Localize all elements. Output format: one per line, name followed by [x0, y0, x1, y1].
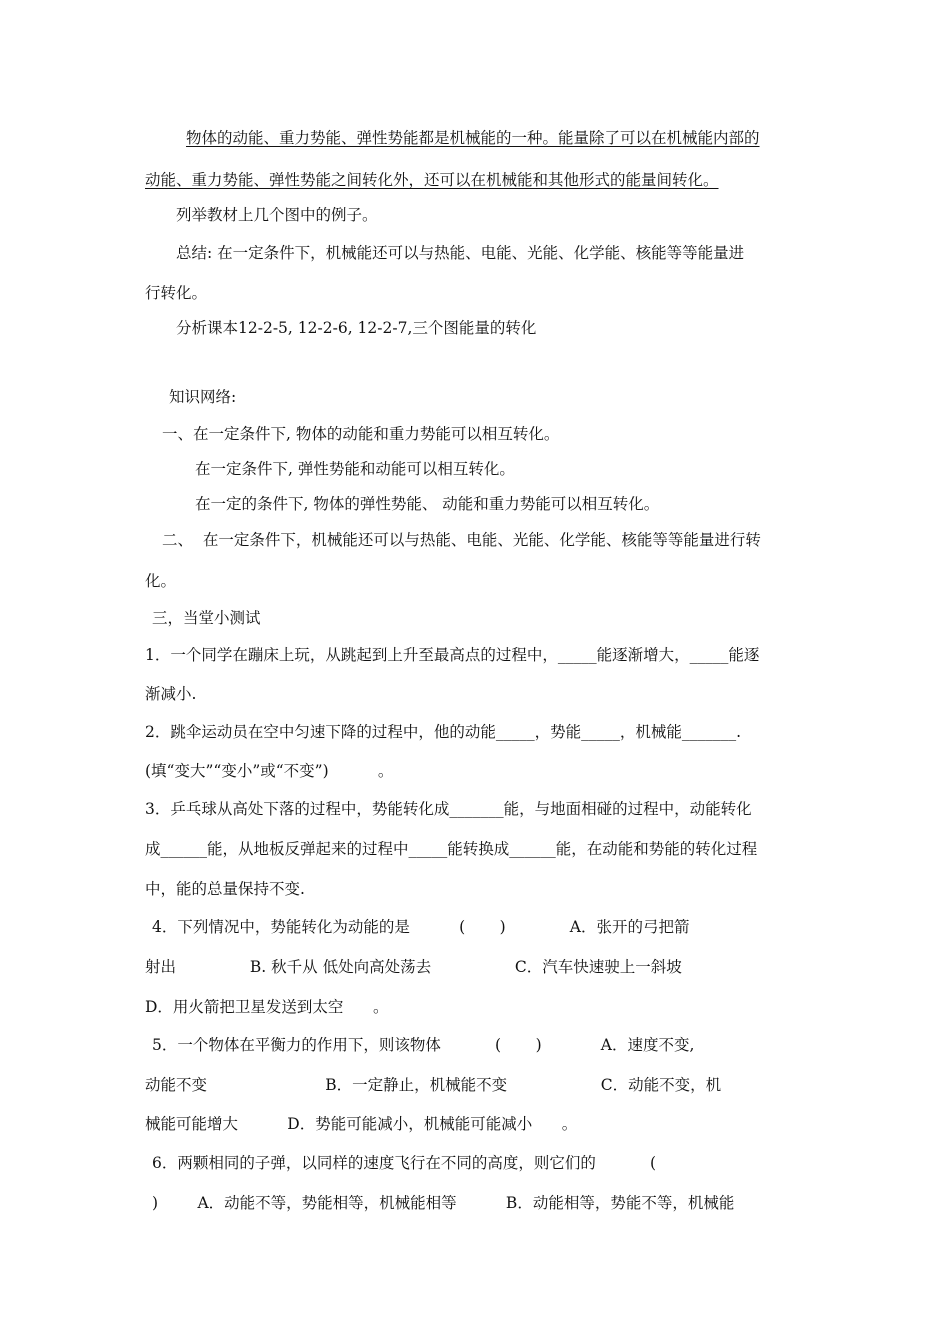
question-4-line-2: 射出 B. 秋千从 低处向高处荡去 C．汽车快速驶上一斜坡 — [145, 958, 682, 976]
question-1-line-2: 渐减小. — [145, 685, 197, 703]
summary-line-1: 总结: 在一定条件下，机械能还可以与热能、电能、光能、化学能、核能等等能量进 — [176, 244, 745, 262]
paragraph-underlined-line-1: 物体的动能、重力势能、弹性势能都是机械能的一种。能量除了可以在机械能内部的 — [186, 129, 760, 147]
network-item-1b: 在一定条件下, 弹性势能和动能可以相互转化。 — [195, 460, 515, 478]
network-item-1c: 在一定的条件下, 物体的弹性势能、 动能和重力势能可以相互转化。 — [195, 495, 660, 513]
example-instruction: 列举教材上几个图中的例子。 — [176, 206, 378, 224]
question-4-line-1: 4．下列情况中，势能转化为动能的是 ( ) A．张开的弓把箭 — [152, 918, 690, 936]
question-5-line-3: 械能可能增大 D．势能可能减小，机械能可能减小 。 — [145, 1115, 578, 1133]
question-3-line-3: 中，能的总量保持不变. — [145, 880, 305, 898]
knowledge-network-heading: 知识网络: — [169, 388, 237, 406]
question-2-line-1: 2．跳伞运动员在空中匀速下降的过程中，他的动能_____，势能_____，机械能_______. — [145, 723, 742, 741]
analysis-line: 分析课本12-2-5, 12-2-6, 12-2-7,三个图能量的转化 — [176, 319, 537, 337]
network-item-1: 一、在一定条件下, 物体的动能和重力势能可以相互转化。 — [162, 425, 560, 443]
summary-line-2: 行转化。 — [145, 284, 208, 302]
question-4-line-3: D．用火箭把卫星发送到太空 。 — [145, 998, 389, 1016]
quiz-heading: 三，当堂小测试 — [152, 609, 261, 627]
question-1-line-1: 1．一个同学在蹦床上玩，从跳起到上升至最高点的过程中，_____能逐渐增大，_____能逐 — [145, 646, 760, 664]
question-3-line-1: 3．乒乓球从高处下落的过程中，势能转化成_______能，与地面相碰的过程中，动能转化 — [145, 800, 752, 818]
network-item-2-line-2: 化。 — [145, 572, 177, 590]
question-5-line-1: 5．一个物体在平衡力的作用下，则该物体 ( ) A．速度不变, — [152, 1036, 695, 1054]
question-5-line-2: 动能不变 B．一定静止，机械能不变 C．动能不变，机 — [145, 1076, 722, 1094]
question-6-line-2: ) A．动能不等，势能相等，机械能相等 B．动能相等，势能不等，机械能 — [152, 1194, 735, 1212]
question-3-line-2: 成______能，从地板反弹起来的过程中_____能转换成______能，在动能和势能的转化过程 — [145, 840, 758, 858]
paragraph-underlined-line-2: 动能、重力势能、弹性势能之间转化外，还可以在机械能和其他形式的能量间转化。 — [145, 171, 719, 189]
question-6-line-1: 6．两颗相同的子弹，以同样的速度飞行在不同的高度，则它们的 ( — [152, 1154, 657, 1172]
question-2-line-2: (填“变大”“变小”或“不变”) 。 — [145, 762, 394, 780]
network-item-2-line-1: 二、 在一定条件下，机械能还可以与热能、电能、光能、化学能、核能等等能量进行转 — [162, 531, 761, 549]
